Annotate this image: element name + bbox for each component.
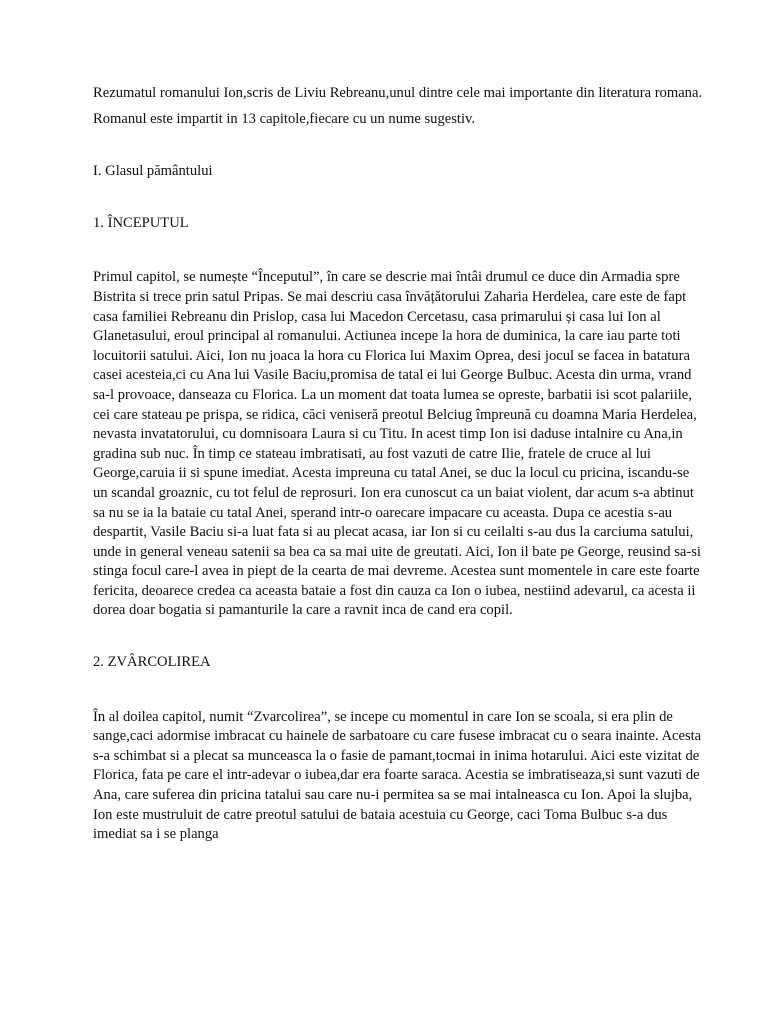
chapters-count-paragraph: Romanul este impartit in 13 capitole,fiecare cu un nume sugestiv. (93, 110, 476, 127)
intro-paragraph: Rezumatul romanului Ion,scris de Liviu Rebreanu,unul dintre cele mai importante din literatura romana. (93, 85, 703, 101)
document-page (93, 84, 705, 845)
section-title: I. Glasul pământului (93, 163, 213, 180)
chapter-1-body: Primul capitol, se numește “Începutul”, în care se descrie mai întâi drumul ce duce din Armadia spre Bistrita si trece prin satul Pripas. Se mai descriu casa învățătorului Zaharia Herdelea, care este de fapt casa familiei Rebreanu din Prislop, casa lui Macedon Cercetasu, casa primarului și casa lui Ion al Glanetasului, eroul principal al romanului. Actiunea incepe la hora de duminica, la care iau parte toti locuitorii satului. Aici, Ion nu joaca la hora cu Florica lui Maxim Oprea, desi jocul se facea in batatura casei acesteia,ci cu Ana lui Vasile Baciu,promisa de tatal ei lui George Bulbuc. Acesta din urma, vrand sa-l provoace, danseaza cu Florica. La un moment dat toata lumea se opreste, barbatii isi scot palariile, cei care stateau pe prispa, se ridica, căci veniseră preotul Belciug împreună cu doamna Maria Herdelea, nevasta invatatorului, cu domnisoara Laura si cu Titu. In acest timp Ion isi daduse intalnire cu Ana,in gradina sub nuc. În timp ce stateau imbratisati, au fost vazuti de catre Ilie, fratele de cruce al lui George,caruia ii si spune imediat. Acesta impreuna cu tatal Anei, se duc la locul cu pricina, iscandu-se un scandal groaznic, cu tot felul de reprosuri. Ion era cunoscut ca un baiat violent, dar acum s-a abtinut sa nu se ia la bataie cu tatal Anei, sperand intr-o oarecare impacare cu aceasta. Dupa ce acestia s-au despartit, Vasile Baciu si-a luat fata si au plecat acasa, iar Ion si cu ceilalti s-au dus la carciuma satului, unde in general veneau satenii sa bea ca sa mai uite de greutati. Aici, Ion il bate pe George, reusind sa-si stinga focul care-l avea in piept de la cearta de mai devreme. Acestea sunt momentele in care este foarte fericita, deoarece credea ca aceasta bataie a fost din cauza ca Ion o iubea, nestiind adevarul, ca acesta ii dorea doar bogatia si pamanturile la care a ravnit inca de cand era copil. (93, 269, 701, 619)
chapter-2-body: În al doilea capitol, numit “Zvarcolirea”, se incepe cu momentul in care Ion se scoala, si era plin de sange,caci adormise imbracat cu hainele de sarbatoare cu care fusese imbracat cu o seara inainte. Acesta s-a schimbat si a plecat sa munceasca la o fasie de pamant,tocmai in inima hotarului. Aici este vizitat de Florica, fata pe care el intr-adevar o iubea,dar era foarte saraca. Acestia se imbratiseaza,si sunt vazuti de Ana, care suferea din pricina tatalui sau care nu-i permitea sa se mai intalneasca cu Ion. Apoi la slujba, Ion este mustruluit de catre preotul satului de bataia acestuia cu George, caci Toma Bulbuc s-a dus imediat sa i se planga (93, 708, 702, 843)
chapter-1-title: 1. ÎNCEPUTUL (93, 214, 189, 231)
chapter-2-title: 2. ZVÂRCOLIREA (93, 654, 211, 671)
